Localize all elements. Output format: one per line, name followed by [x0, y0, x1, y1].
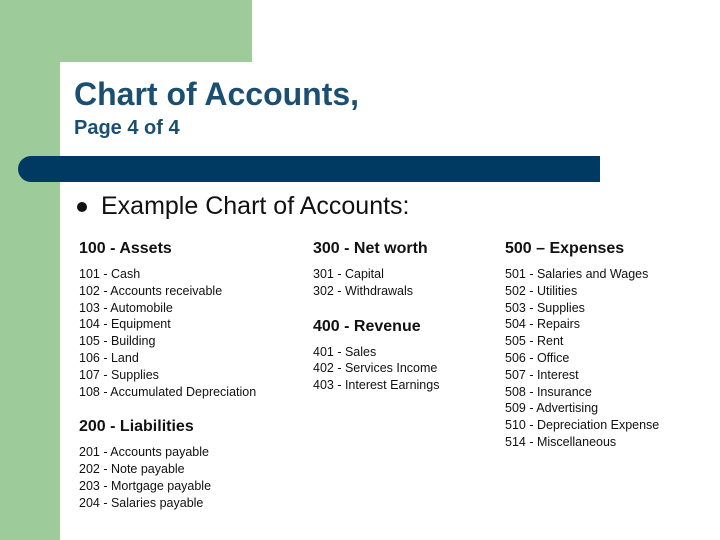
- account-item: 101 - Cash: [79, 267, 141, 281]
- bullet-dot-icon: [77, 202, 87, 212]
- account-item: 510 - Depreciation Expense: [505, 418, 660, 433]
- slide-title: Chart of Accounts,: [74, 76, 360, 112]
- account-item: 508 - Insurance: [505, 384, 592, 399]
- account-item: 302 - Withdrawals: [313, 283, 414, 298]
- account-item: 506 - Office: [505, 350, 570, 365]
- account-item: 502 - Utilities: [505, 283, 578, 298]
- account-item: 509 - Advertising: [505, 401, 599, 416]
- account-item: 204 - Salaries payable: [79, 495, 204, 510]
- column-networth-revenue: [313, 240, 439, 412]
- account-item: 103 - Automobile: [79, 300, 173, 315]
- account-list: [79, 266, 256, 400]
- account-item: 203 - Mortgage payable: [79, 478, 212, 493]
- section-heading: 200 - Liabilities: [79, 418, 194, 436]
- account-item: 201 - Accounts payable: [79, 445, 209, 460]
- account-item: 301 - Capital: [313, 267, 384, 281]
- account-item: 102 - Accounts receivable: [79, 283, 223, 298]
- left-accent-band: [0, 0, 60, 540]
- section-revenue: [313, 318, 439, 394]
- account-item: 107 - Supplies: [79, 367, 159, 382]
- title-divider-bar: [18, 156, 600, 182]
- account-item: 501 - Salaries and Wages: [505, 267, 649, 281]
- account-item: 401 - Sales: [313, 344, 377, 359]
- account-item: 108 - Accumulated Depreciation: [79, 384, 257, 399]
- bullet-text: Example Chart of Accounts:: [101, 192, 410, 220]
- section-heading: 100 - Assets: [79, 240, 172, 257]
- account-item: 403 - Interest Earnings: [313, 378, 440, 393]
- account-item: 507 - Interest: [505, 367, 579, 382]
- account-item: 104 - Equipment: [79, 317, 171, 332]
- top-accent-band: [0, 0, 252, 62]
- column-assets-liabilities: [79, 240, 256, 530]
- section-assets: [79, 240, 256, 400]
- section-heading: 400 - Revenue: [313, 317, 421, 335]
- account-list: [313, 344, 439, 394]
- section-net-worth: [313, 240, 439, 300]
- account-item: 105 - Building: [79, 334, 156, 349]
- account-item: 504 - Repairs: [505, 317, 581, 332]
- section-heading: 300 - Net worth: [313, 240, 428, 257]
- account-list: [505, 266, 659, 451]
- column-expenses: [505, 240, 659, 469]
- account-item: 505 - Rent: [505, 334, 564, 349]
- slide-subtitle: Page 4 of 4: [74, 117, 180, 139]
- account-item: 202 - Note payable: [79, 462, 185, 477]
- account-item: 402 - Services Income: [313, 361, 438, 376]
- section-expenses: [505, 240, 659, 451]
- account-item: 514 - Miscellaneous: [505, 434, 617, 449]
- account-list: [79, 444, 256, 511]
- account-list: [313, 266, 439, 300]
- account-item: 503 - Supplies: [505, 300, 585, 315]
- account-item: 106 - Land: [79, 350, 139, 365]
- section-heading: 500 – Expenses: [505, 240, 625, 257]
- section-liabilities: [79, 418, 256, 511]
